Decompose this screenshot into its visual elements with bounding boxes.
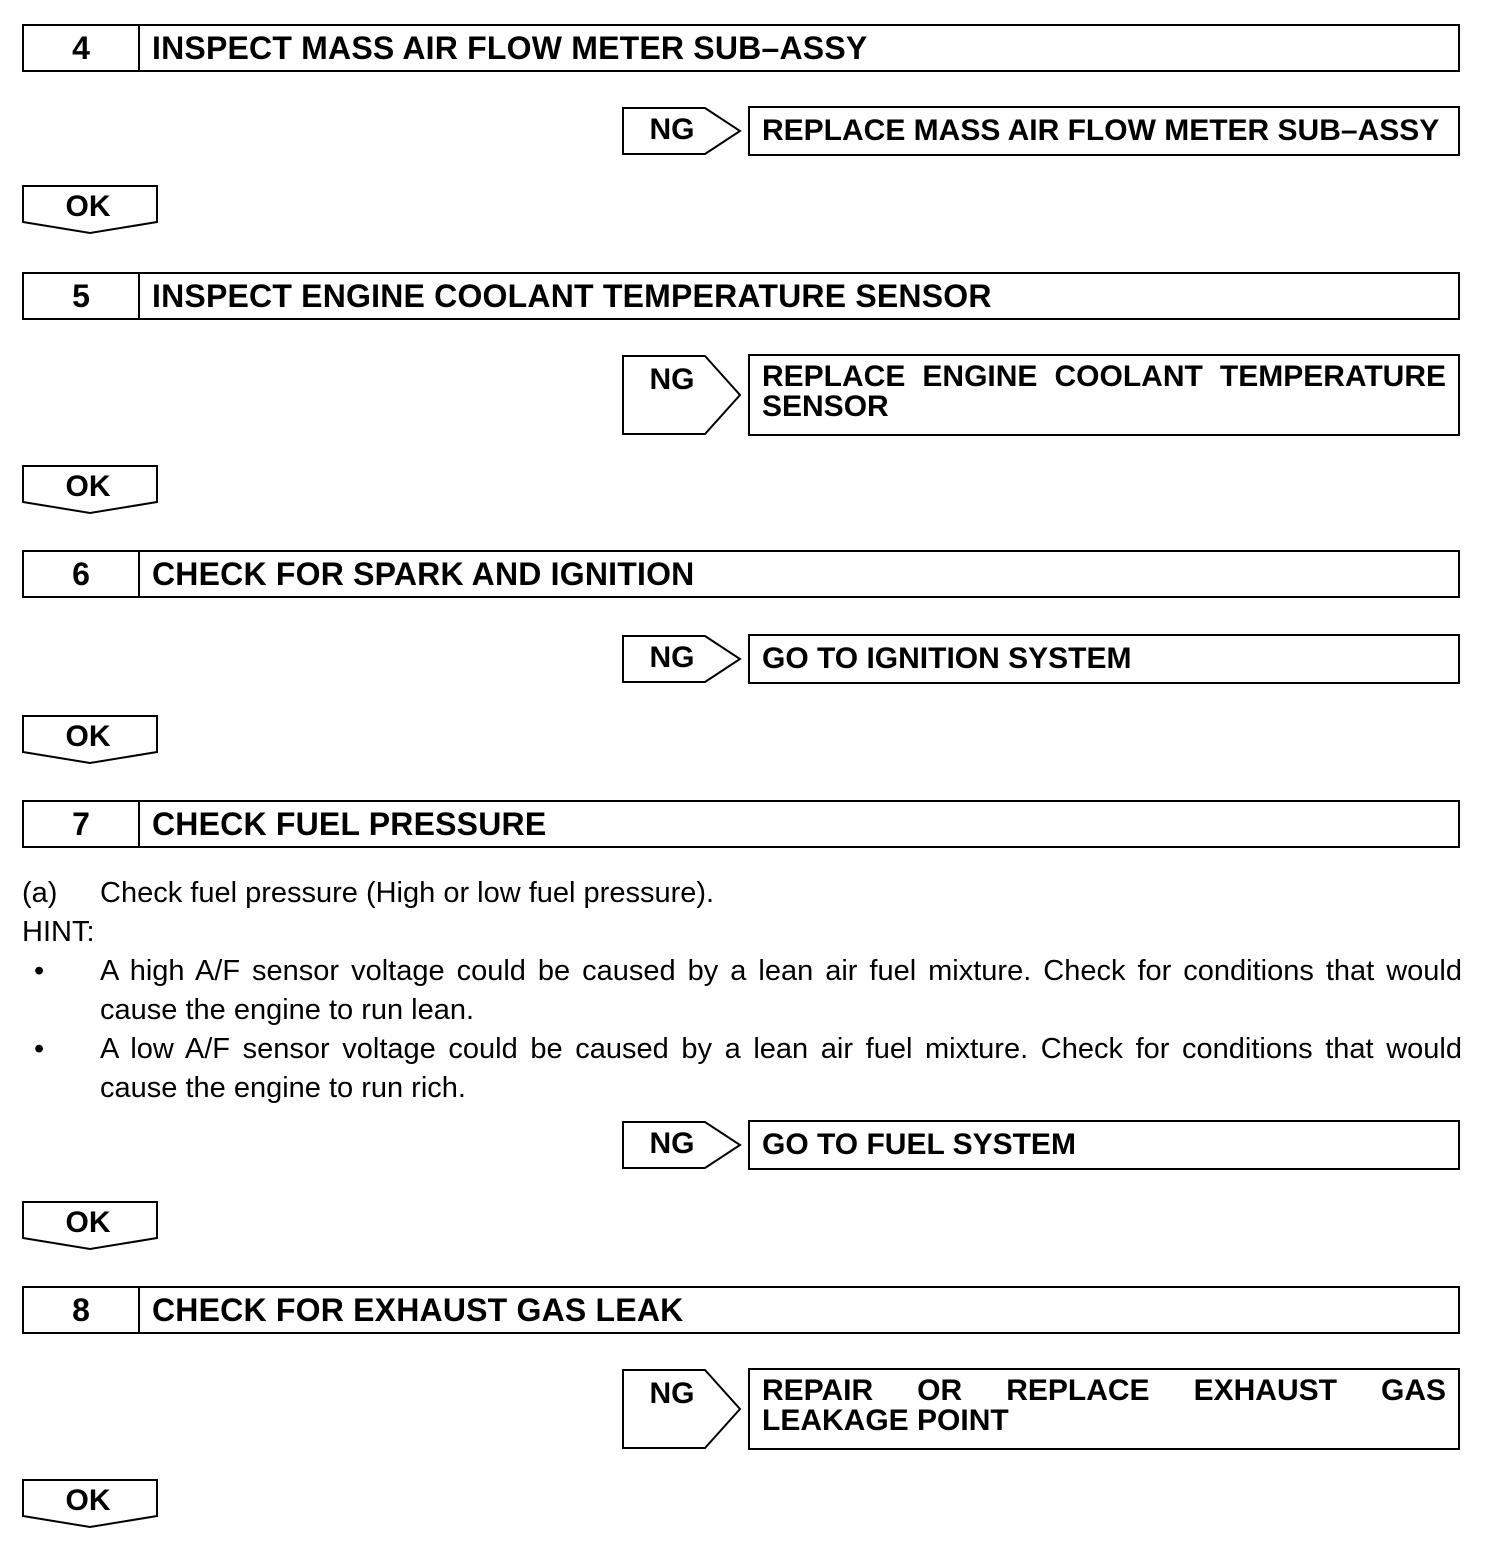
step-5-ok-arrow [20,464,160,516]
ng-action-box: REPLACE MASS AIR FLOW METER SUB–ASSY [748,106,1460,156]
step-title: CHECK FOR EXHAUST GAS LEAK [152,1291,684,1328]
ok-label: OK [65,190,111,223]
step-4-ng-branch [620,106,1460,156]
step-7-header [22,800,1460,848]
step-number: 5 [24,274,140,318]
step-6-header [22,550,1460,598]
step-number: 8 [24,1288,140,1332]
ng-action-box: REPAIR OR REPLACE EXHAUST GAS LEAKAGE POINT [748,1368,1460,1450]
hint-bullet [22,1030,1462,1108]
step-number: 7 [24,802,140,846]
step-4-header [22,24,1460,72]
step-title: CHECK FOR SPARK AND IGNITION [152,555,695,592]
ng-action-box: REPLACE ENGINE COOLANT TEMPERATURE SENSOR [748,354,1460,436]
step-4-ok-arrow [20,184,160,236]
item-marker: (a) [22,877,58,909]
ng-label: NG [649,1127,695,1160]
step-title: INSPECT ENGINE COOLANT TEMPERATURE SENSOR [152,277,992,314]
step-8-header [22,1286,1460,1334]
step-5-header [22,272,1460,320]
step-title: CHECK FUEL PRESSURE [152,805,547,842]
instruction-item [22,874,1462,913]
ng-label: NG [649,113,695,146]
bullet-text: A low A/F sensor voltage could be caused by a lean air fuel mixture. Check for conditions that would cause the engine to run rich. [100,1033,1462,1104]
step-5-ng-branch [620,354,1460,436]
item-text: Check fuel pressure (High or low fuel pressure). [100,877,715,909]
bullet-icon: • [34,955,45,987]
step-7-ng-branch [620,1120,1460,1170]
ok-label: OK [65,470,111,503]
step-8-ng-branch [620,1368,1460,1450]
step-7-instructions [22,874,1462,1108]
bullet-icon: • [34,1033,45,1065]
step-number: 6 [24,552,140,596]
step-6-ng-branch [620,634,1460,684]
ok-label: OK [65,1484,111,1517]
ng-action-box: GO TO FUEL SYSTEM [748,1120,1460,1170]
step-6-ok-arrow [20,714,160,766]
step-8-ok-arrow [20,1478,160,1530]
step-title: INSPECT MASS AIR FLOW METER SUB–ASSY [152,29,868,66]
step-7-ok-arrow [20,1200,160,1252]
step-number: 4 [24,26,140,70]
ng-label: NG [649,641,695,674]
bullet-text: A high A/F sensor voltage could be caused by a lean air fuel mixture. Check for conditions that would cause the engine to run lean. [100,955,1462,1026]
hint-label: HINT: [22,916,95,948]
ng-action-box: GO TO IGNITION SYSTEM [748,634,1460,684]
ok-label: OK [65,1206,111,1239]
hint-bullet [22,952,1462,1030]
ng-label: NG [649,1377,695,1410]
ng-label: NG [649,363,695,396]
ok-label: OK [65,720,111,753]
